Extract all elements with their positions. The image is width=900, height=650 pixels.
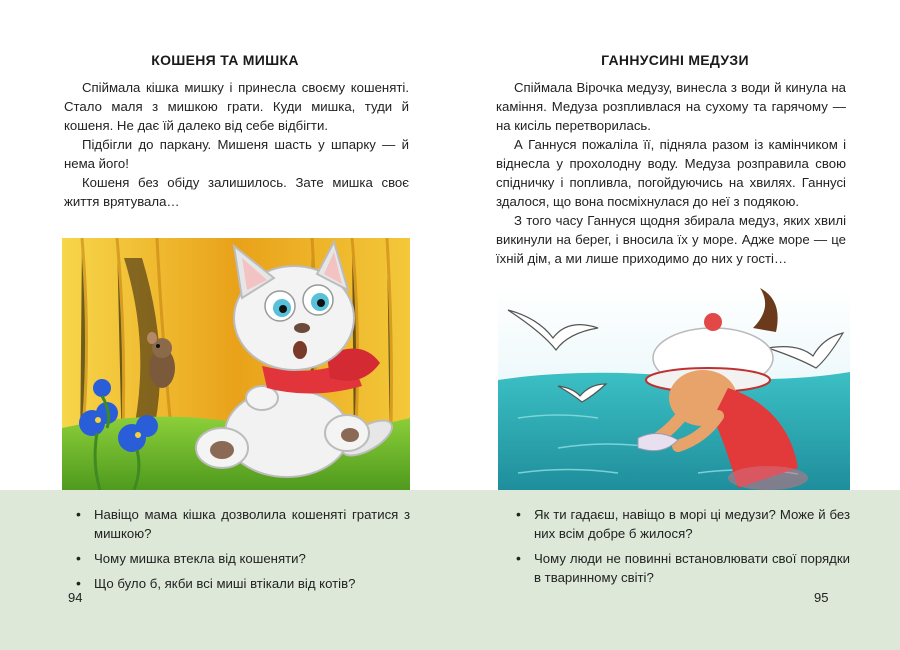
story-text [496, 78, 846, 268]
sea-girl-illustration [498, 288, 850, 490]
story-paragraph: Кошеня без обіду залишилось. Зате мишка своє життя врятувала… [64, 175, 409, 209]
bullet-icon: • [516, 506, 521, 522]
question-list [74, 505, 410, 599]
story-paragraph: З того часу Ганнуся щодня збирала медуз, яких хвилі викинули на берег, і вносила їх у море. Адже море — це їхній дім, а ми лише приходимо до них у гості… [496, 213, 846, 266]
question-text: Чому мишка втекла від кошеняти? [94, 551, 306, 566]
bullet-icon: • [76, 506, 81, 522]
page-number: 95 [814, 590, 829, 605]
story-text [64, 78, 409, 211]
bullet-icon: • [76, 550, 81, 566]
question-item [74, 505, 410, 543]
question-list [514, 505, 850, 593]
page-number: 94 [68, 590, 83, 605]
story-paragraph: А Ганнуся пожаліла її, підняла разом із камінчиком і віднесла у прохолодну воду. Медуза розправила свою спідничку і попливла, погойдуючись на хвилях. Ганнусі здалося, що вона посміхнулася до неї з подякою. [496, 137, 846, 209]
question-item [74, 549, 410, 568]
story-paragraph: Підбігли до паркану. Мишеня шасть у шпарку — й нема його! [64, 137, 409, 171]
question-text: Як ти гадаєш, навіщо в морі ці медузи? Може й без них всім добре б жилося? [534, 507, 850, 541]
question-item [74, 574, 410, 593]
question-text: Навіщо мама кішка дозволила кошеняті гратися з мишкою? [94, 507, 410, 541]
question-item [514, 505, 850, 543]
story-paragraph: Спіймала Вірочка медузу, винесла з води й кинула на каміння. Медуза розпливлася на сухому та гарячому — на кисіль перетворилась. [496, 80, 846, 133]
question-text: Чому люди не повинні встановлювати свої порядки в тваринному світі? [534, 551, 850, 585]
story-title: КОШЕНЯ ТА МИШКА [151, 52, 299, 68]
right-page [450, 0, 900, 650]
question-text: Що було б, якби всі миші втікали від котів? [94, 576, 356, 591]
story-title: ГАННУСИНІ МЕДУЗИ [601, 52, 749, 68]
bullet-icon: • [76, 575, 81, 591]
question-item [514, 549, 850, 587]
story-paragraph: Спіймала кішка мишку і принесла своєму кошеняті. Стало маля з мишкою грати. Куди мишка, туди й кошеня. Не дає їй далеко від себе відбігти. [64, 80, 409, 133]
kitten-illustration [62, 238, 410, 490]
bullet-icon: • [516, 550, 521, 566]
